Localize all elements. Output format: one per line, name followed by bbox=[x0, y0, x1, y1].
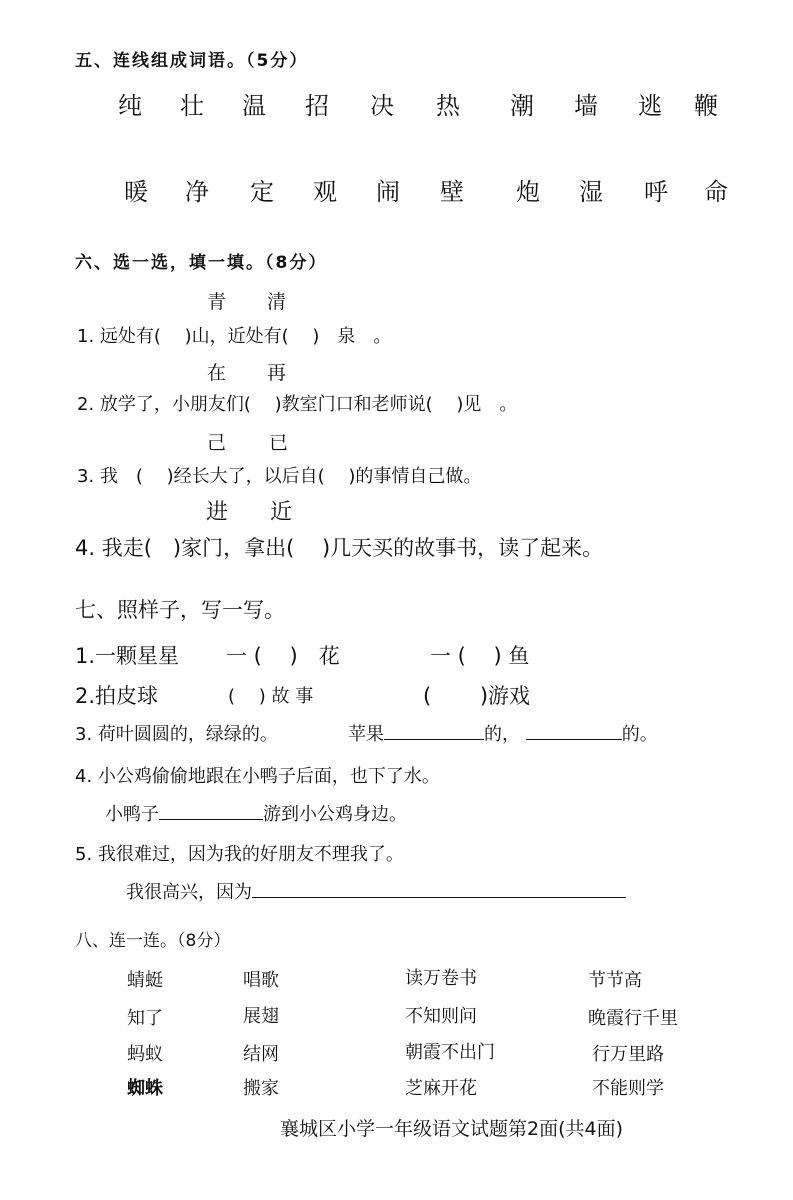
option-2b: 再 bbox=[267, 362, 287, 384]
col2-item: 结网 bbox=[243, 1044, 279, 1065]
example-4: 4. 小公鸡偷偷地跟在小鸭子后面，也下了水。 bbox=[75, 766, 440, 787]
col3-item: 不知则问 bbox=[405, 1006, 477, 1027]
section-6-title: 六、选一选，填一填。（8分） bbox=[75, 253, 328, 273]
section-5-title: 五、连线组成词语。（5分） bbox=[75, 51, 309, 71]
char: 纯 bbox=[118, 92, 142, 120]
option-3b: 已 bbox=[269, 432, 289, 454]
col4-item: 行万里路 bbox=[592, 1044, 664, 1065]
char: 潮 bbox=[510, 92, 534, 120]
answer-blank[interactable] bbox=[159, 803, 263, 820]
example-1: 1.一颗星星 bbox=[75, 644, 180, 668]
line-3 bbox=[348, 720, 658, 746]
col2-item: 搬家 bbox=[243, 1078, 279, 1099]
blank-2b: ( ) 故 事 bbox=[228, 686, 314, 707]
answer-blank[interactable] bbox=[384, 723, 484, 740]
col2-item: 展翅 bbox=[243, 1006, 279, 1027]
example-3: 3. 荷叶圆圆的，绿绿的。 bbox=[75, 724, 278, 745]
blank-2c: ( )游戏 bbox=[423, 684, 531, 708]
char: 温 bbox=[242, 92, 266, 120]
happy-label: 我很高兴，因为 bbox=[126, 882, 252, 903]
char: 逃 bbox=[638, 92, 662, 120]
blank-1b: 一 ( ) 花 bbox=[226, 644, 340, 668]
apple-label: 苹果 bbox=[348, 724, 384, 745]
question-2: 2. 放学了，小朋友们( )教室门口和老师说( )见 。 bbox=[77, 394, 518, 415]
section-7-title: 七、照样子，写一写。 bbox=[75, 598, 285, 622]
duck-label: 小鸭子 bbox=[105, 804, 159, 825]
example-2: 2.拍皮球 bbox=[75, 684, 159, 708]
char: 净 bbox=[185, 178, 209, 206]
answer-blank[interactable] bbox=[252, 881, 626, 898]
char: 壮 bbox=[180, 92, 204, 120]
punct-2: 的。 bbox=[621, 724, 658, 745]
col1-item: 蜻蜓 bbox=[127, 970, 163, 991]
page-footer: 襄城区小学一年级语文试题第2面(共4面) bbox=[280, 1118, 624, 1140]
char: 鞭 bbox=[694, 92, 718, 120]
char: 招 bbox=[305, 92, 329, 120]
line-4 bbox=[105, 800, 407, 826]
col3-item: 朝霞不出门 bbox=[405, 1042, 495, 1063]
example-5: 5. 我很难过，因为我的好朋友不理我了。 bbox=[75, 844, 404, 865]
char: 墙 bbox=[574, 92, 598, 120]
question-3: 3. 我 ( )经长大了，以后自( )的事情自己做。 bbox=[77, 466, 482, 487]
char: 湿 bbox=[579, 178, 603, 206]
col4-item: 晚霞行千里 bbox=[588, 1008, 678, 1029]
col2-item: 唱歌 bbox=[243, 970, 279, 991]
col4-item: 不能则学 bbox=[592, 1078, 664, 1099]
char: 定 bbox=[250, 178, 274, 206]
option-1b: 清 bbox=[267, 291, 287, 313]
char: 闹 bbox=[376, 178, 400, 206]
char: 决 bbox=[370, 92, 394, 120]
col1-item: 知了 bbox=[127, 1008, 163, 1029]
option-4b: 近 bbox=[270, 500, 293, 525]
char: 命 bbox=[704, 178, 728, 206]
option-2a: 在 bbox=[207, 362, 227, 384]
char: 呼 bbox=[644, 178, 668, 206]
line-5 bbox=[126, 878, 626, 904]
char: 暖 bbox=[124, 178, 148, 206]
char: 炮 bbox=[516, 178, 540, 206]
line-4-tail: 游到小公鸡身边。 bbox=[263, 804, 407, 825]
char: 热 bbox=[436, 92, 460, 120]
blank-1c: 一 ( ) 鱼 bbox=[430, 644, 530, 668]
question-4: 4. 我走( )家门，拿出( )几天买的故事书，读了起来。 bbox=[75, 536, 604, 560]
option-1a: 青 bbox=[207, 291, 227, 313]
char: 壁 bbox=[440, 178, 464, 206]
char: 观 bbox=[313, 178, 337, 206]
option-4a: 进 bbox=[206, 500, 229, 525]
col3-item: 芝麻开花 bbox=[405, 1078, 477, 1099]
col3-item: 读万卷书 bbox=[405, 968, 477, 989]
col1-item: 蜘蛛 bbox=[127, 1078, 163, 1099]
col1-item: 蚂蚁 bbox=[127, 1044, 163, 1065]
punct-1: 的， bbox=[484, 724, 520, 745]
col4-item: 节节高 bbox=[588, 970, 642, 991]
section-8-title: 八、连一连。（8分） bbox=[75, 931, 231, 951]
question-1: 1. 远处有( )山，近处有( ) 泉 。 bbox=[77, 326, 392, 347]
answer-blank[interactable] bbox=[526, 723, 622, 740]
option-3a: 己 bbox=[207, 432, 227, 454]
